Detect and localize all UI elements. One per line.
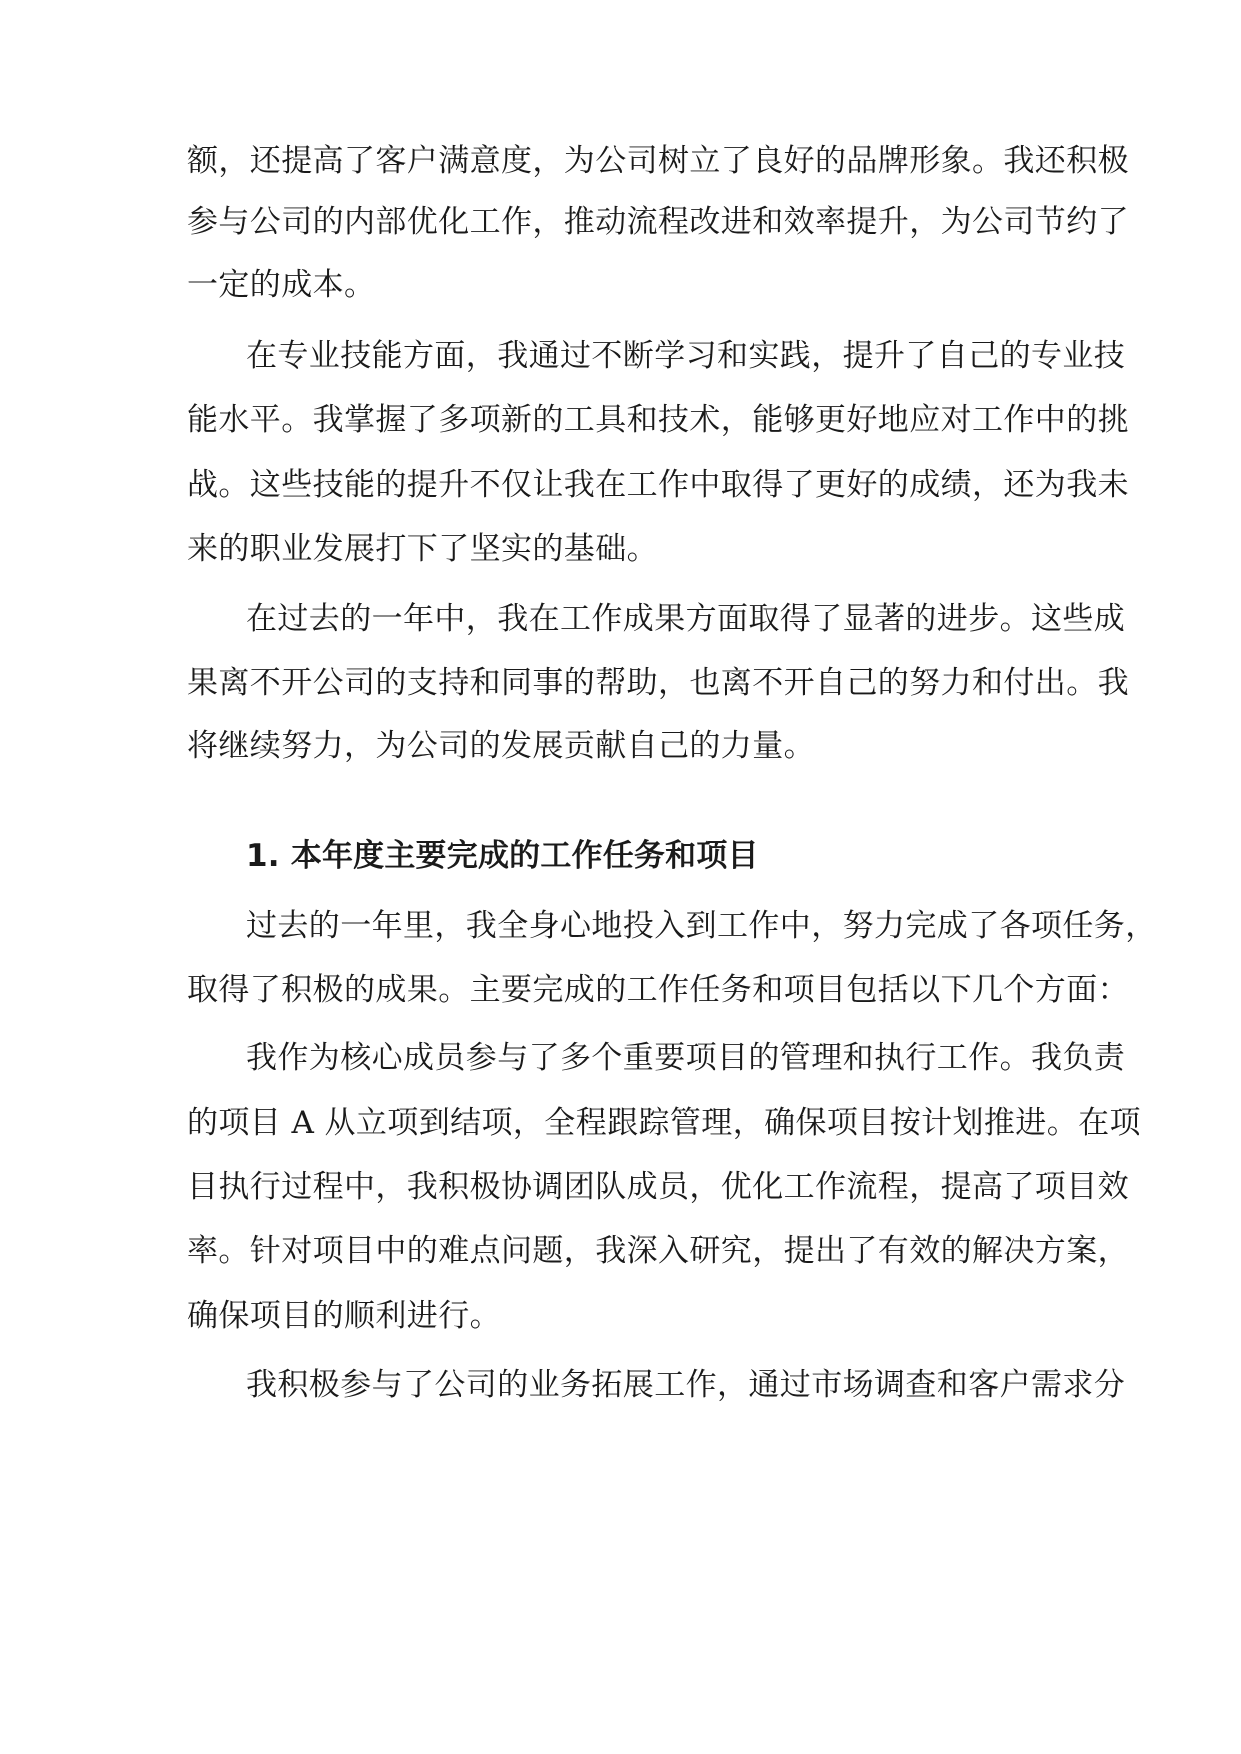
paragraph-line: 过去的一年里，我全身心地投入到工作中，努力完成了各项任务， <box>246 908 1157 944</box>
paragraph-line: 取得了积极的成果。主要完成的工作任务和项目包括以下几个方面： <box>187 972 1129 1008</box>
paragraph-line: 参与公司的内部优化工作，推动流程改进和效率提升，为公司节约了 <box>187 204 1129 240</box>
paragraph-line: 来的职业发展打下了坚实的基础。 <box>187 531 658 567</box>
paragraph-line: 目执行过程中，我积极协调团队成员，优化工作流程，提高了项目效 <box>187 1169 1129 1205</box>
section-heading: 1. 本年度主要完成的工作任务和项目 <box>246 838 759 874</box>
paragraph-line: 率。针对项目中的难点问题，我深入研究，提出了有效的解决方案， <box>187 1233 1129 1269</box>
paragraph-line: 额，还提高了客户满意度，为公司树立了良好的品牌形象。我还积极 <box>187 143 1129 179</box>
paragraph-line: 我积极参与了公司的业务拓展工作，通过市场调查和客户需求分 <box>246 1367 1126 1403</box>
paragraph-line: 战。这些技能的提升不仅让我在工作中取得了更好的成绩，还为我未 <box>187 467 1129 503</box>
paragraph-line: 的项目 A 从立项到结项，全程跟踪管理，确保项目按计划推进。在项 <box>187 1105 1141 1141</box>
paragraph-line: 能水平。我掌握了多项新的工具和技术，能够更好地应对工作中的挑 <box>187 402 1129 438</box>
paragraph-line: 将继续努力，为公司的发展贡献自己的力量。 <box>187 728 815 764</box>
paragraph-line: 在专业技能方面，我通过不断学习和实践，提升了自己的专业技 <box>246 338 1126 374</box>
paragraph-line: 在过去的一年中，我在工作成果方面取得了显著的进步。这些成 <box>246 601 1126 637</box>
paragraph-line: 一定的成本。 <box>187 267 376 303</box>
paragraph-line: 果离不开公司的支持和同事的帮助，也离不开自己的努力和付出。我 <box>187 665 1129 701</box>
paragraph-line: 确保项目的顺利进行。 <box>187 1298 501 1334</box>
paragraph-line: 我作为核心成员参与了多个重要项目的管理和执行工作。我负责 <box>246 1040 1126 1076</box>
